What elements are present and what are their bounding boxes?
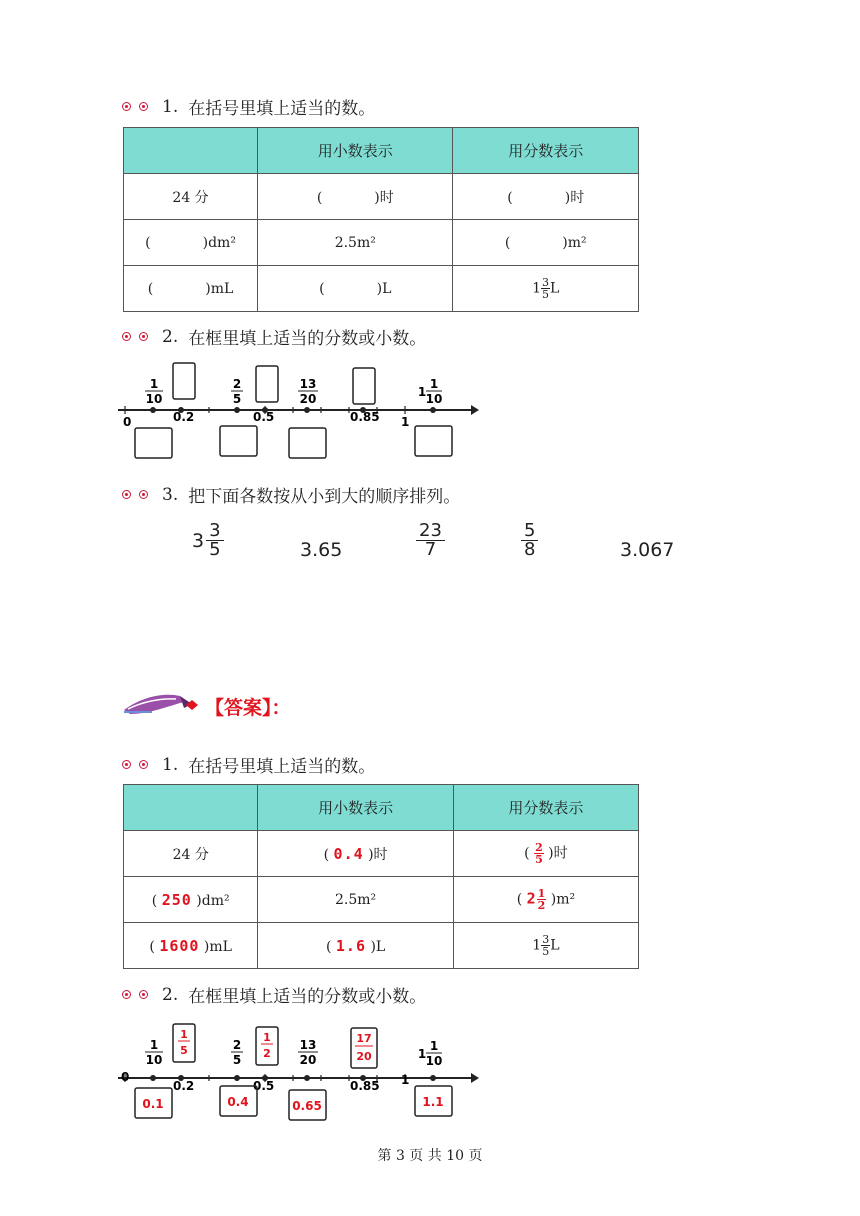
blank-cell[interactable]: ( )m² bbox=[453, 220, 639, 266]
table-header: 用小数表示 bbox=[258, 128, 453, 174]
answer-cell: ( 250 )dm² bbox=[124, 877, 258, 923]
svg-text:1: 1 bbox=[429, 1039, 439, 1053]
table-row: ( 250 )dm² 2.5m² ( 2 $\frac{1}{2}$ )m² bbox=[124, 877, 639, 923]
answer-cell: ( $\frac{2}{5}$ )时 bbox=[453, 831, 638, 877]
blank-cell[interactable]: ( )时 bbox=[453, 174, 639, 220]
fraction-label bbox=[231, 377, 243, 406]
svg-text:0.2: 0.2 bbox=[173, 1079, 195, 1093]
bullet-icon bbox=[122, 760, 148, 769]
answer-header: 【答案】： bbox=[205, 697, 291, 719]
question-2: 2. 在框里填上适当的分数或小数。 bbox=[122, 324, 426, 349]
table-row: ( 1600 )mL ( 1.6 )L 1 $\frac{3}{5}$ L bbox=[124, 923, 639, 969]
answer-decimal: 0.4 bbox=[227, 1095, 249, 1109]
blank-cell[interactable]: ( )L bbox=[258, 266, 453, 312]
answer-cell: ( 2 $\frac{1}{2}$ )m² bbox=[453, 877, 638, 923]
svg-text:17: 17 bbox=[356, 1032, 372, 1045]
table-header-row: 用小数表示 用分数表示 bbox=[124, 785, 639, 831]
fraction-label bbox=[418, 377, 443, 406]
answer-fraction bbox=[355, 1032, 373, 1063]
answer-box[interactable] bbox=[135, 428, 172, 458]
mixed-number-cell: 1 $\frac{3}{5}$ L bbox=[453, 266, 639, 312]
answer-box[interactable] bbox=[220, 426, 257, 456]
svg-text:5: 5 bbox=[232, 392, 242, 406]
answer-cell: ( 0.4 )时 bbox=[258, 831, 453, 877]
question-1 bbox=[122, 94, 375, 119]
fraction-label bbox=[418, 1039, 443, 1068]
svg-text:1: 1 bbox=[417, 1047, 427, 1061]
number-line-question bbox=[113, 358, 481, 463]
answer-box[interactable] bbox=[289, 428, 326, 458]
svg-text:1: 1 bbox=[149, 377, 159, 391]
answer-box[interactable] bbox=[353, 368, 375, 404]
arrow-head-icon bbox=[471, 1073, 479, 1083]
svg-text:1: 1 bbox=[149, 1038, 159, 1052]
svg-text:1: 1 bbox=[180, 1028, 188, 1041]
pen-icon bbox=[122, 690, 200, 722]
table-header-row bbox=[124, 128, 639, 174]
svg-text:13: 13 bbox=[299, 377, 317, 391]
svg-text:13: 13 bbox=[299, 1038, 317, 1052]
conversion-table bbox=[123, 127, 639, 312]
svg-text:2: 2 bbox=[263, 1047, 271, 1060]
blank-cell[interactable]: ( )时 bbox=[258, 174, 453, 220]
answer-question-2: 2. 在框里填上适当的分数或小数。 bbox=[122, 982, 426, 1007]
fraction-label bbox=[298, 1038, 318, 1067]
table-row bbox=[124, 174, 639, 220]
tick-label: 0.5 bbox=[253, 410, 275, 424]
answer-table bbox=[123, 784, 639, 969]
table-cell: 2.5m² bbox=[258, 220, 453, 266]
blank-cell[interactable]: ( )mL bbox=[124, 266, 258, 312]
svg-text:1: 1 bbox=[263, 1031, 271, 1044]
fraction-label bbox=[145, 377, 163, 406]
number-fraction: $\frac{5}{8}$ bbox=[521, 522, 538, 559]
question-text: 在括号里填上适当的数。 bbox=[188, 99, 376, 119]
number-fraction: $\frac{23}{7}$ bbox=[416, 522, 445, 559]
answer-box[interactable] bbox=[415, 426, 452, 456]
question-number: 1. bbox=[162, 96, 179, 117]
bullet-icon bbox=[122, 102, 148, 111]
svg-text:20: 20 bbox=[299, 1053, 317, 1067]
svg-text:2: 2 bbox=[232, 377, 242, 391]
table-header: 用分数表示 bbox=[453, 128, 639, 174]
table-row bbox=[124, 266, 639, 312]
svg-text:1: 1 bbox=[401, 1073, 410, 1087]
svg-text:5: 5 bbox=[232, 1053, 242, 1067]
answer-fraction bbox=[261, 1031, 273, 1060]
number-mixed: 3 $\frac{3}{5}$ bbox=[192, 522, 224, 559]
table-row bbox=[124, 220, 639, 266]
svg-text:0.85: 0.85 bbox=[350, 1079, 380, 1093]
table-cell: 24 分 bbox=[124, 174, 258, 220]
svg-text:0.5: 0.5 bbox=[253, 1079, 275, 1093]
svg-text:10: 10 bbox=[145, 392, 163, 406]
svg-text:10: 10 bbox=[425, 392, 443, 406]
bullet-icon bbox=[122, 332, 148, 341]
answer-decimal: 0.65 bbox=[292, 1099, 322, 1113]
answer-decimal: 0.1 bbox=[142, 1097, 164, 1111]
tick-label: 0.85 bbox=[350, 410, 380, 424]
bullet-icon bbox=[122, 490, 148, 499]
answer-question-1: 1. 在括号里填上适当的数。 bbox=[122, 752, 375, 777]
tick-label: 0.2 bbox=[173, 410, 195, 424]
tick-label: 0 bbox=[123, 415, 132, 429]
fraction-label bbox=[298, 377, 318, 406]
question-3: 3. 把下面各数按从小到大的顺序排列。 bbox=[122, 482, 460, 507]
answer-decimal: 1.1 bbox=[422, 1095, 444, 1109]
blank-cell[interactable]: ( )dm² bbox=[124, 220, 258, 266]
answer-fraction bbox=[178, 1028, 190, 1057]
number-decimal: 3.067 bbox=[620, 539, 675, 561]
svg-text:0: 0 bbox=[121, 1070, 130, 1084]
answer-box[interactable] bbox=[173, 363, 195, 399]
page-footer: 第 3 页 共 10 页 bbox=[377, 1148, 483, 1164]
svg-text:1: 1 bbox=[429, 377, 439, 391]
svg-text:10: 10 bbox=[425, 1054, 443, 1068]
tick-label: 1 bbox=[401, 415, 410, 429]
svg-text:10: 10 bbox=[145, 1053, 163, 1067]
fraction-label bbox=[145, 1038, 163, 1067]
number-line-answer bbox=[113, 1018, 481, 1122]
table-row: 24 分 ( 0.4 )时 ( $\frac{2}{5}$ )时 bbox=[124, 831, 639, 877]
answer-cell: ( 1.6 )L bbox=[258, 923, 453, 969]
bullet-icon bbox=[122, 990, 148, 999]
table-header bbox=[124, 128, 258, 174]
arrow-head-icon bbox=[471, 405, 479, 415]
number-decimal: 3.65 bbox=[300, 539, 343, 561]
svg-text:5: 5 bbox=[180, 1044, 188, 1057]
svg-text:1: 1 bbox=[417, 385, 427, 399]
svg-text:2: 2 bbox=[232, 1038, 242, 1052]
answer-box[interactable] bbox=[256, 366, 278, 402]
fraction-label bbox=[231, 1038, 243, 1067]
svg-text:20: 20 bbox=[299, 392, 317, 406]
svg-text:20: 20 bbox=[356, 1050, 372, 1063]
answer-cell: ( 1600 )mL bbox=[124, 923, 258, 969]
